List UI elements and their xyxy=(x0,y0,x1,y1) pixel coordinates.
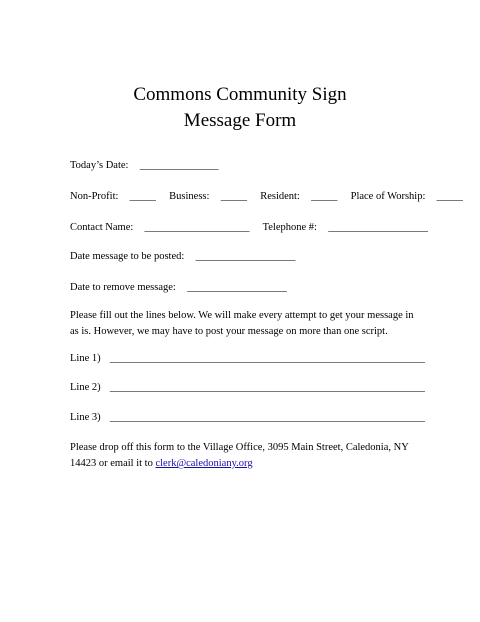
message-line-1-row xyxy=(70,352,425,366)
message-line-2-row xyxy=(70,381,425,395)
line-1-field[interactable]: ____________________________________________________________ xyxy=(109,353,425,364)
worship-field[interactable]: _____ xyxy=(436,191,463,202)
worship-label: Place of Worship: xyxy=(350,191,426,202)
form-title: Commons Community Sign xyxy=(133,84,347,105)
line-2-field[interactable]: ____________________________________________________________ xyxy=(109,382,425,393)
contact-name-field[interactable]: ____________________ xyxy=(144,222,250,233)
todays-date-label: Today’s Date: xyxy=(70,160,129,171)
telephone-field[interactable]: ___________________ xyxy=(328,222,428,233)
line-3-label: Line 3) xyxy=(70,412,101,423)
nonprofit-field[interactable]: _____ xyxy=(129,191,156,202)
line-3-field[interactable]: ____________________________________________________________ xyxy=(109,412,425,423)
dropoff-text: Please drop off this form to the Village Office, 3095 Main Street, Caledonia, NY 14423 or email it to xyxy=(70,442,409,469)
email-link[interactable]: clerk@caledoniany.org xyxy=(155,458,253,469)
date-remove-label: Date to remove message: xyxy=(70,282,176,293)
date-remove-row xyxy=(70,281,287,295)
contact-name-label: Contact Name: xyxy=(70,222,134,233)
todays-date-field[interactable]: _______________ xyxy=(139,160,219,171)
date-remove-field[interactable]: ___________________ xyxy=(187,282,287,293)
telephone-label: Telephone #: xyxy=(262,222,317,233)
line-2-label: Line 2) xyxy=(70,382,101,393)
date-posted-label: Date message to be posted: xyxy=(70,251,185,262)
instructions-text: Please fill out the lines below. We will make every attempt to get your message in as is. However, we may have to post your message on more than one script. xyxy=(70,310,414,337)
nonprofit-label: Non-Profit: xyxy=(70,191,119,202)
form-subtitle: Message Form xyxy=(183,110,297,131)
date-posted-row xyxy=(70,250,295,264)
line-1-label: Line 1) xyxy=(70,353,101,364)
resident-field[interactable]: _____ xyxy=(311,191,338,202)
business-field[interactable]: _____ xyxy=(220,191,247,202)
todays-date-row xyxy=(70,159,218,173)
submitter-type-row xyxy=(70,190,463,204)
date-posted-field[interactable]: ___________________ xyxy=(195,251,296,262)
message-line-3-row xyxy=(70,411,425,425)
resident-label: Resident: xyxy=(260,191,300,202)
business-label: Business: xyxy=(169,191,210,202)
dropoff-instructions xyxy=(70,440,415,472)
contact-row xyxy=(70,221,428,235)
